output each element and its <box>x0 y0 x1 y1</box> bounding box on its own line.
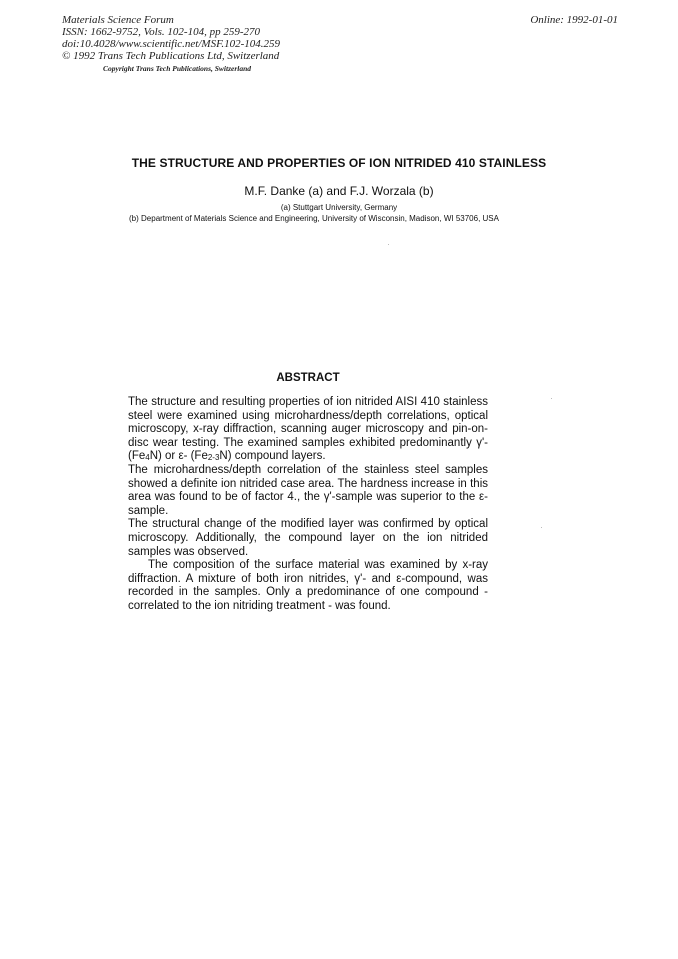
abstract-body <box>128 396 488 614</box>
paper-authors: M.F. Danke (a) and F.J. Worzala (b) <box>244 184 434 198</box>
scan-speck <box>541 527 542 528</box>
paper-title: THE STRUCTURE AND PROPERTIES OF ION NITRIDED 410 STAINLESS <box>131 156 547 170</box>
abstract-paragraph-1: The structure and resulting properties of ion nitrided AISI 410 stainless steel were examined using microhardness/depth correlations, optical microscopy, x-ray diffraction, scanning auger microscopy and pin-on-disc wear testing. The examined samples exhibited predominantly γ'- $(Fe_4N)$ or ε- $(Fe_{2-3}N)$ compound layers. <box>128 396 488 463</box>
doi-line: doi:10.4028/www.scientific.net/MSF.102-104.259 <box>62 38 281 50</box>
abstract-heading: ABSTRACT <box>276 372 340 384</box>
online-date: Online: 1992-01-01 <box>530 14 618 26</box>
abstract-paragraph-2: The microhardness/depth correlation of the stainless steel samples showed a definite ion nitrided case area. The hardness increase in this area was found to be of factor 4., the γ'-sample was superior to the ε- sample. <box>128 463 488 517</box>
abstract-paragraph-3: The structural change of the modified layer was confirmed by optical microscopy. Additionally, the compound layer on the ion nitrided samples was observed. <box>128 518 488 558</box>
scan-speck <box>551 398 552 399</box>
journal-header <box>62 14 280 62</box>
journal-name: Materials Science Forum <box>62 14 174 26</box>
affiliation-b: (b) Department of Materials Science and Engineering, University of Wisconsin, Madison, WI 53706, USA <box>129 214 499 223</box>
issn-line: ISSN: 1662-9752, Vols. 102-104, pp 259-270 <box>62 26 260 38</box>
copyright-line: © 1992 Trans Tech Publications Ltd, Switzerland <box>62 50 280 62</box>
abstract-paragraph-4: The composition of the surface material was examined by x-ray diffraction. A mixture of both iron nitrides, γ'- and ε-compound, was recorded in the samples. Only a predominance of one compound - correlated to the ion nitriding treatment - was found. <box>128 559 488 612</box>
copyright-small: Copyright Trans Tech Publications, Switzerland <box>103 64 252 73</box>
affiliation-a: (a) Stuttgart University, Germany <box>280 203 398 212</box>
scan-speck <box>388 244 389 245</box>
